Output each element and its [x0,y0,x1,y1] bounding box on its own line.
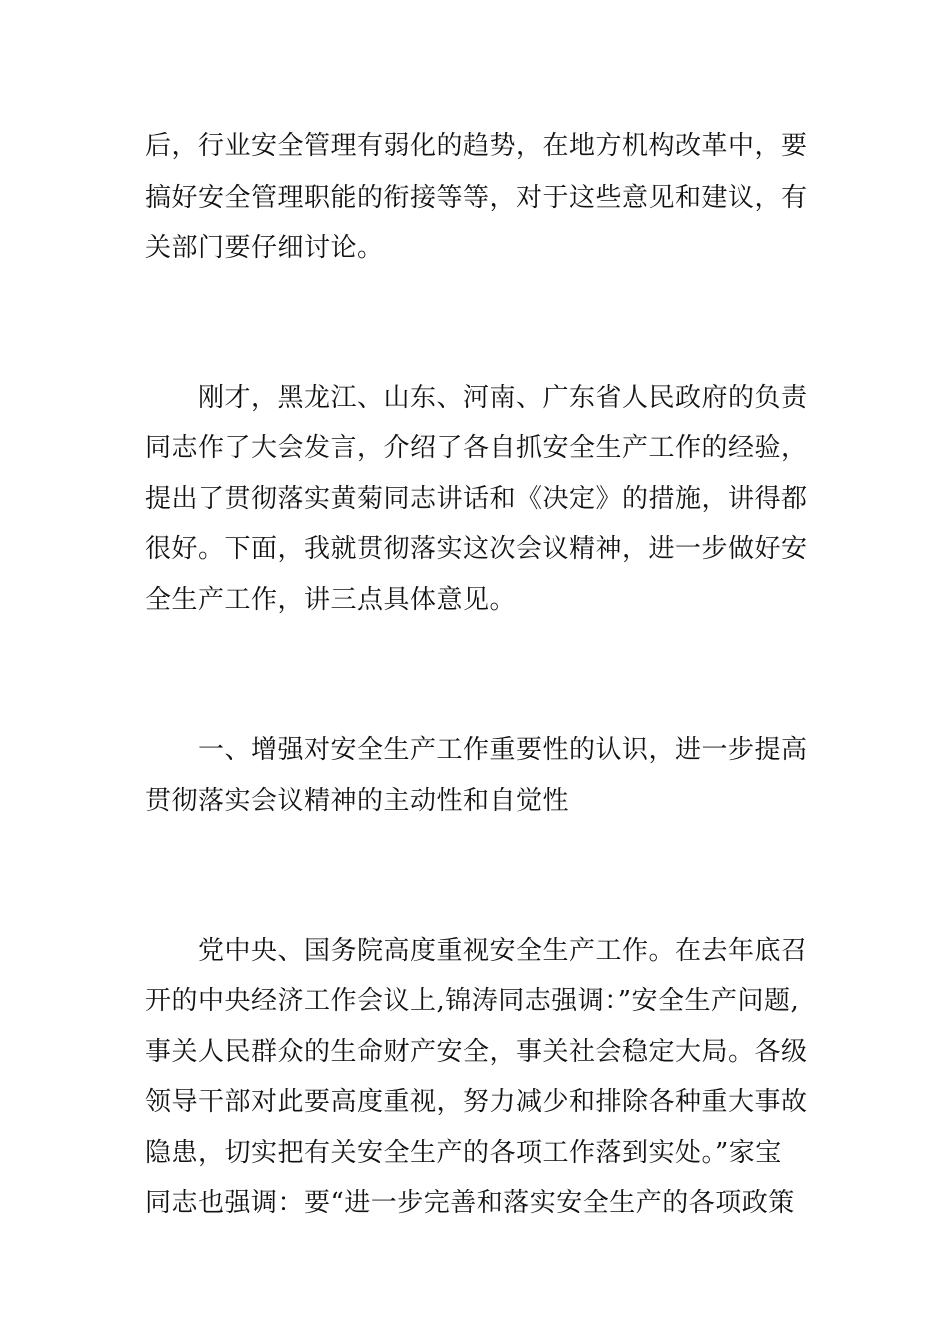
text-line: 搞好安全管理职能的衔接等等，对于这些意见和建议，有 [145,183,808,213]
text-line: 隐患，切实把有关安全生产的各项工作落到实处。”家宝 [145,1138,782,1168]
text-line: 很好。下面，我就贯彻落实这次会议精神，进一步做好安 [145,534,808,564]
text-line: 关部门要仔细讨论。 [145,233,384,263]
text-line: 事关人民群众的生命财产安全，事关社会稳定大局。各级 [145,1037,808,1067]
text-line: 同志也强调：要“进一步完善和落实安全生产的各项政策 [145,1188,795,1218]
section-heading-line: 一、增强对安全生产工作重要性的认识，进一步提高 [145,735,808,765]
text-line: 党中央、国务院高度重视安全生产工作。在去年底召 [145,936,808,966]
text-line: 开的中央经济工作会议上,锦涛同志强调：”安全生产问题, [145,986,800,1016]
section-heading-line: 贯彻落实会议精神的主动性和自觉性 [145,786,570,816]
text-line: 后，行业安全管理有弱化的趋势，在地方机构改革中，要 [145,131,808,161]
text-line: 全生产工作，讲三点具体意见。 [145,585,517,615]
text-line: 提出了贯彻落实黄菊同志讲话和《决定》的措施，讲得都 [145,484,808,514]
text-line: 同志作了大会发言，介绍了各自抓安全生产工作的经验， [145,433,808,463]
text-line: 刚才，黑龙江、山东、河南、广东省人民政府的负责 [145,383,808,413]
text-line: 领导干部对此要高度重视，努力减少和排除各种重大事故 [145,1087,808,1117]
